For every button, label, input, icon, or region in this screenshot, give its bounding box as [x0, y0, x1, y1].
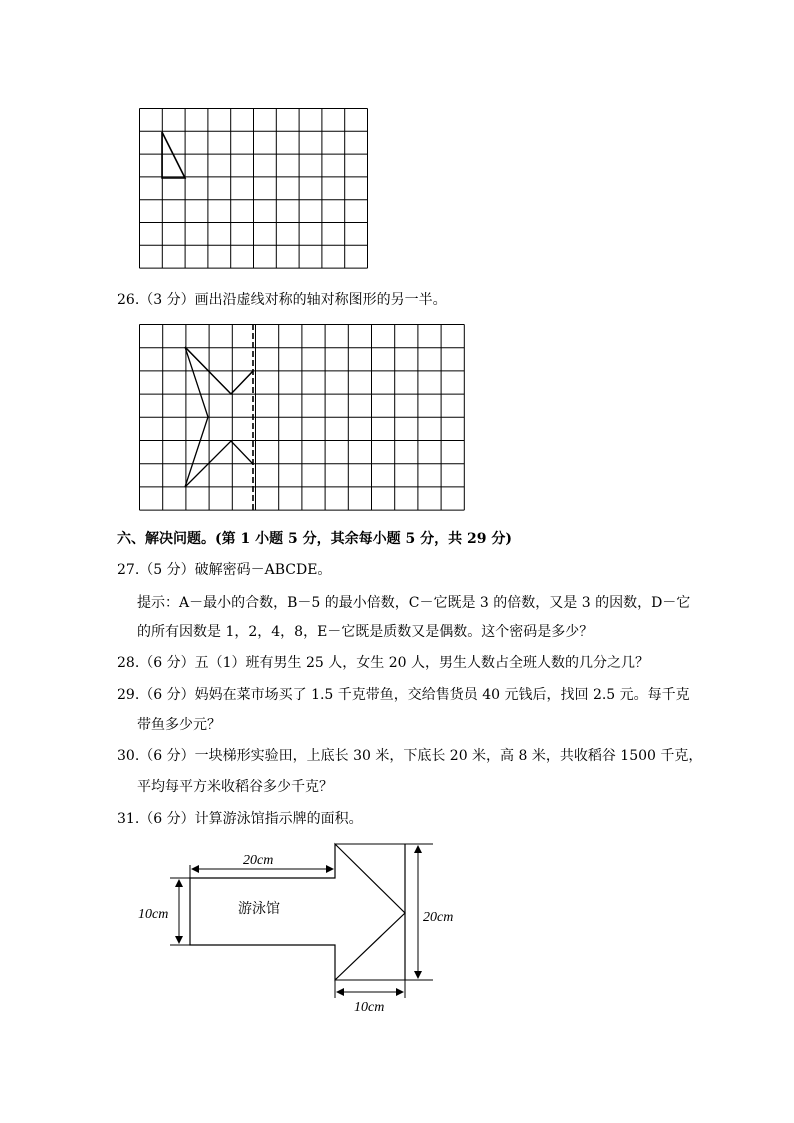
bottom-length-label: 10cm — [354, 1000, 385, 1015]
question-29-line-2: 带鱼多少元？ — [137, 717, 221, 733]
left-length-label: 10cm — [138, 907, 169, 922]
question-30-line-1: 30.（6 分）一块梯形实验田，上底长 30 米，下底长 20 米，高 8 米，共收稻谷 1500 千克， — [117, 748, 703, 764]
question-26: 26.（3 分）画出沿虚线对称的轴对称图形的另一半。 — [117, 292, 447, 308]
question-27-line-2: 提示：A－最小的合数，B－5 的最小倍数，C－它既是 3 的倍数，又是 3 的因数，D－它 — [137, 595, 691, 611]
top-length-label: 20cm — [243, 853, 274, 868]
question-31: 31.（6 分）计算游泳馆指示牌的面积。 — [117, 811, 363, 827]
sign-outline — [190, 844, 405, 980]
question-30-line-2: 平均每平方米收稻谷多少千克？ — [137, 779, 333, 795]
question-28: 28.（6 分）五（1）班有男生 25 人，女生 20 人，男生人数占全班人数的几分之几？ — [117, 655, 649, 671]
question-29-line-1: 29.（6 分）妈妈在菜市场买了 1.5 千克带鱼，交给售货员 40 元钱后，找回 2.5 元。每千克 — [117, 687, 690, 703]
sign-center-text: 游泳馆 — [238, 901, 280, 917]
question-27-line-1: 27.（5 分）破解密码－ABCDE。 — [117, 562, 332, 578]
right-length-label: 20cm — [423, 910, 454, 925]
question-27-line-3: 的所有因数是 1，2，4，8，E－它既是质数又是偶数。这个密码是多少？ — [137, 624, 594, 640]
section-6-title: 六、解决问题。(第 1 小题 5 分，其余每小题 5 分，共 29 分) — [117, 531, 512, 547]
